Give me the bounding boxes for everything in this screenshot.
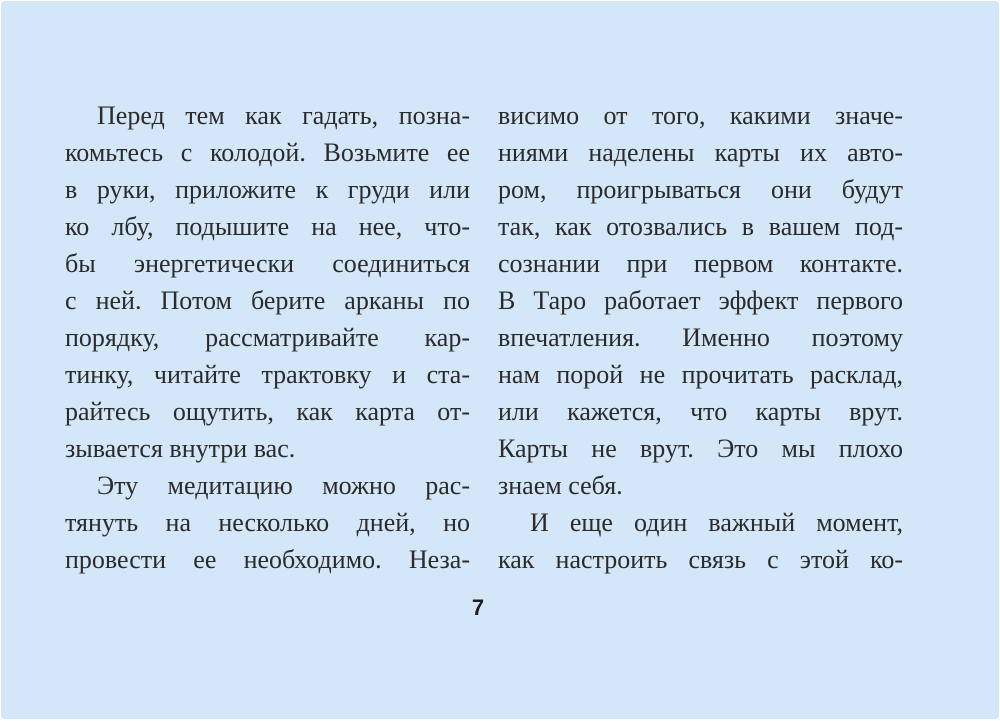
book-page	[1, 1, 999, 719]
text-line: Эту медитацию можно рас-	[97, 471, 470, 500]
right-text-column	[498, 97, 903, 578]
paragraph-last-line: зывается внутри вас.	[65, 434, 296, 463]
text-line: впечатления. Именно поэтому	[498, 323, 903, 352]
text-line: нам порой не прочитать расклад,	[498, 360, 903, 389]
text-line: или кажется, что карты врут.	[498, 397, 903, 426]
text-line: В Таро работает эффект первого	[498, 286, 903, 315]
text-line: ниями наделены карты их авто-	[498, 138, 903, 167]
text-line: тянуть на несколько дней, но	[65, 508, 470, 537]
text-line: в руки, приложите к груди или	[65, 175, 470, 204]
text-line: Перед тем как гадать, позна-	[97, 101, 470, 130]
text-line: так, как отозвались в вашем под-	[498, 212, 903, 241]
text-line: провести ее необходимо. Неза-	[65, 545, 470, 574]
text-line: ром, проигрываться они будут	[498, 175, 903, 204]
text-line: как настроить связь с этой ко-	[498, 545, 903, 574]
text-line: висимо от того, какими значе-	[498, 101, 903, 130]
left-text-column	[65, 97, 470, 578]
paragraph-last-line: знаем себя.	[498, 471, 623, 500]
text-line: с ней. Потом берите арканы по	[65, 286, 470, 315]
text-line: сознании при первом контакте.	[498, 249, 903, 278]
text-line: комьтесь с колодой. Возьмите ее	[65, 138, 470, 167]
text-line: бы энергетически соединиться	[65, 249, 470, 278]
text-line: И еще один важный момент,	[530, 508, 903, 537]
page-number: 7	[471, 595, 485, 620]
text-line: ко лбу, подышите на нее, что-	[65, 212, 470, 241]
text-line: тинку, читайте трактовку и ста-	[65, 360, 470, 389]
text-line: райтесь ощутить, как карта от-	[65, 397, 470, 426]
text-line: Карты не врут. Это мы плохо	[498, 434, 903, 463]
text-line: порядку, рассматривайте кар-	[65, 323, 470, 352]
